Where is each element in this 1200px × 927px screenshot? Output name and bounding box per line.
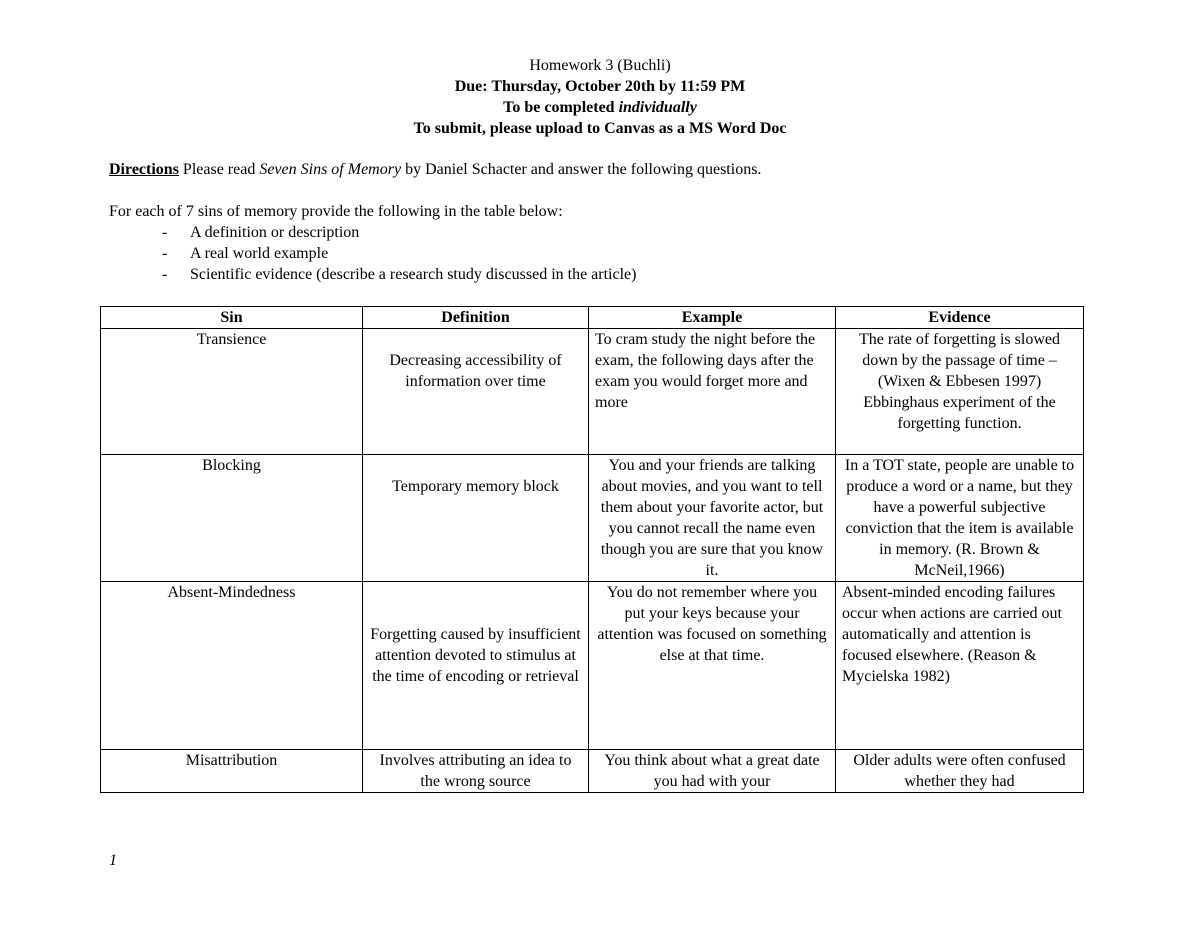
list-item: - A real world example xyxy=(162,245,329,262)
sin-cell: Blocking xyxy=(101,455,363,582)
list-item-text: Scientific evidence (describe a research study discussed in the article) xyxy=(190,266,637,283)
header-example: Example xyxy=(589,307,836,329)
definition-text: Decreasing accessibility of information over time xyxy=(389,352,562,390)
completion-prefix: To be completed xyxy=(503,99,619,116)
header-definition: Definition xyxy=(363,307,589,329)
evidence-cell: In a TOT state, people are unable to produce a word or a name, but they have a powerful subjective conviction that the item is available in memory. (R. Brown & McNeil,1966) xyxy=(836,455,1084,582)
directions-label: Directions xyxy=(109,161,179,178)
list-item: - A definition or description xyxy=(162,224,360,241)
table-row xyxy=(101,329,1084,455)
list-item-text: A definition or description xyxy=(190,224,360,241)
example-cell: You do not remember where you put your keys because your attention was focused on something else at that time. xyxy=(589,582,836,750)
table-row xyxy=(101,750,1084,793)
definition-cell xyxy=(363,329,589,455)
directions-text-after: by Daniel Schacter and answer the following questions. xyxy=(401,161,762,178)
definition-cell: Involves attributing an idea to the wrong source xyxy=(363,750,589,793)
completion-note xyxy=(0,97,1200,118)
completion-emphasis: individually xyxy=(618,99,697,116)
sin-cell: Transience xyxy=(101,329,363,455)
evidence-cell: The rate of forgetting is slowed down by the passage of time – (Wixen & Ebbesen 1997) Ebbinghaus experiment of the forgetting function. xyxy=(836,329,1084,455)
due-date: Due: Thursday, October 20th by 11:59 PM xyxy=(454,78,746,95)
book-title: Seven Sins of Memory xyxy=(259,161,402,178)
submission-note: To submit, please upload to Canvas as a MS Word Doc xyxy=(413,120,787,137)
intro-paragraph: For each of 7 sins of memory provide the following in the table below: xyxy=(109,203,563,220)
list-item: - Scientific evidence (describe a research study discussed in the article) xyxy=(162,266,637,283)
sin-cell: Misattribution xyxy=(101,750,363,793)
definition-cell xyxy=(363,582,589,750)
requirements-list xyxy=(162,222,636,285)
list-item-text: A real world example xyxy=(190,245,329,262)
page-number: 1 xyxy=(109,852,117,869)
header-sin: Sin xyxy=(101,307,363,329)
definition-text: Temporary memory block xyxy=(392,478,559,495)
directions-paragraph xyxy=(109,159,761,180)
header-evidence: Evidence xyxy=(836,307,1084,329)
document-title: Homework 3 (Buchli) xyxy=(529,57,671,74)
example-cell: To cram study the night before the exam, the following days after the exam you would forget more and more xyxy=(589,329,836,455)
definition-text: Forgetting caused by insufficient attention devoted to stimulus at the time of encoding or retrieval xyxy=(370,626,581,685)
example-cell: You and your friends are talking about movies, and you want to tell them about your favorite actor, but you cannot recall the name even though you are sure that you know it. xyxy=(589,455,836,582)
document-header xyxy=(0,55,1200,139)
table-row xyxy=(101,455,1084,582)
definition-cell xyxy=(363,455,589,582)
example-cell: You think about what a great date you had with your xyxy=(589,750,836,793)
directions-text-before: Please read xyxy=(178,161,260,178)
table-header-row xyxy=(101,307,1084,329)
evidence-cell: Absent-minded encoding failures occur when actions are carried out automatically and attention is focused elsewhere. (Reason & Mycielska 1982) xyxy=(836,582,1084,750)
sins-table xyxy=(100,306,1084,793)
sin-cell: Absent-Mindedness xyxy=(101,582,363,750)
evidence-cell: Older adults were often confused whether they had xyxy=(836,750,1084,793)
table-row xyxy=(101,582,1084,750)
